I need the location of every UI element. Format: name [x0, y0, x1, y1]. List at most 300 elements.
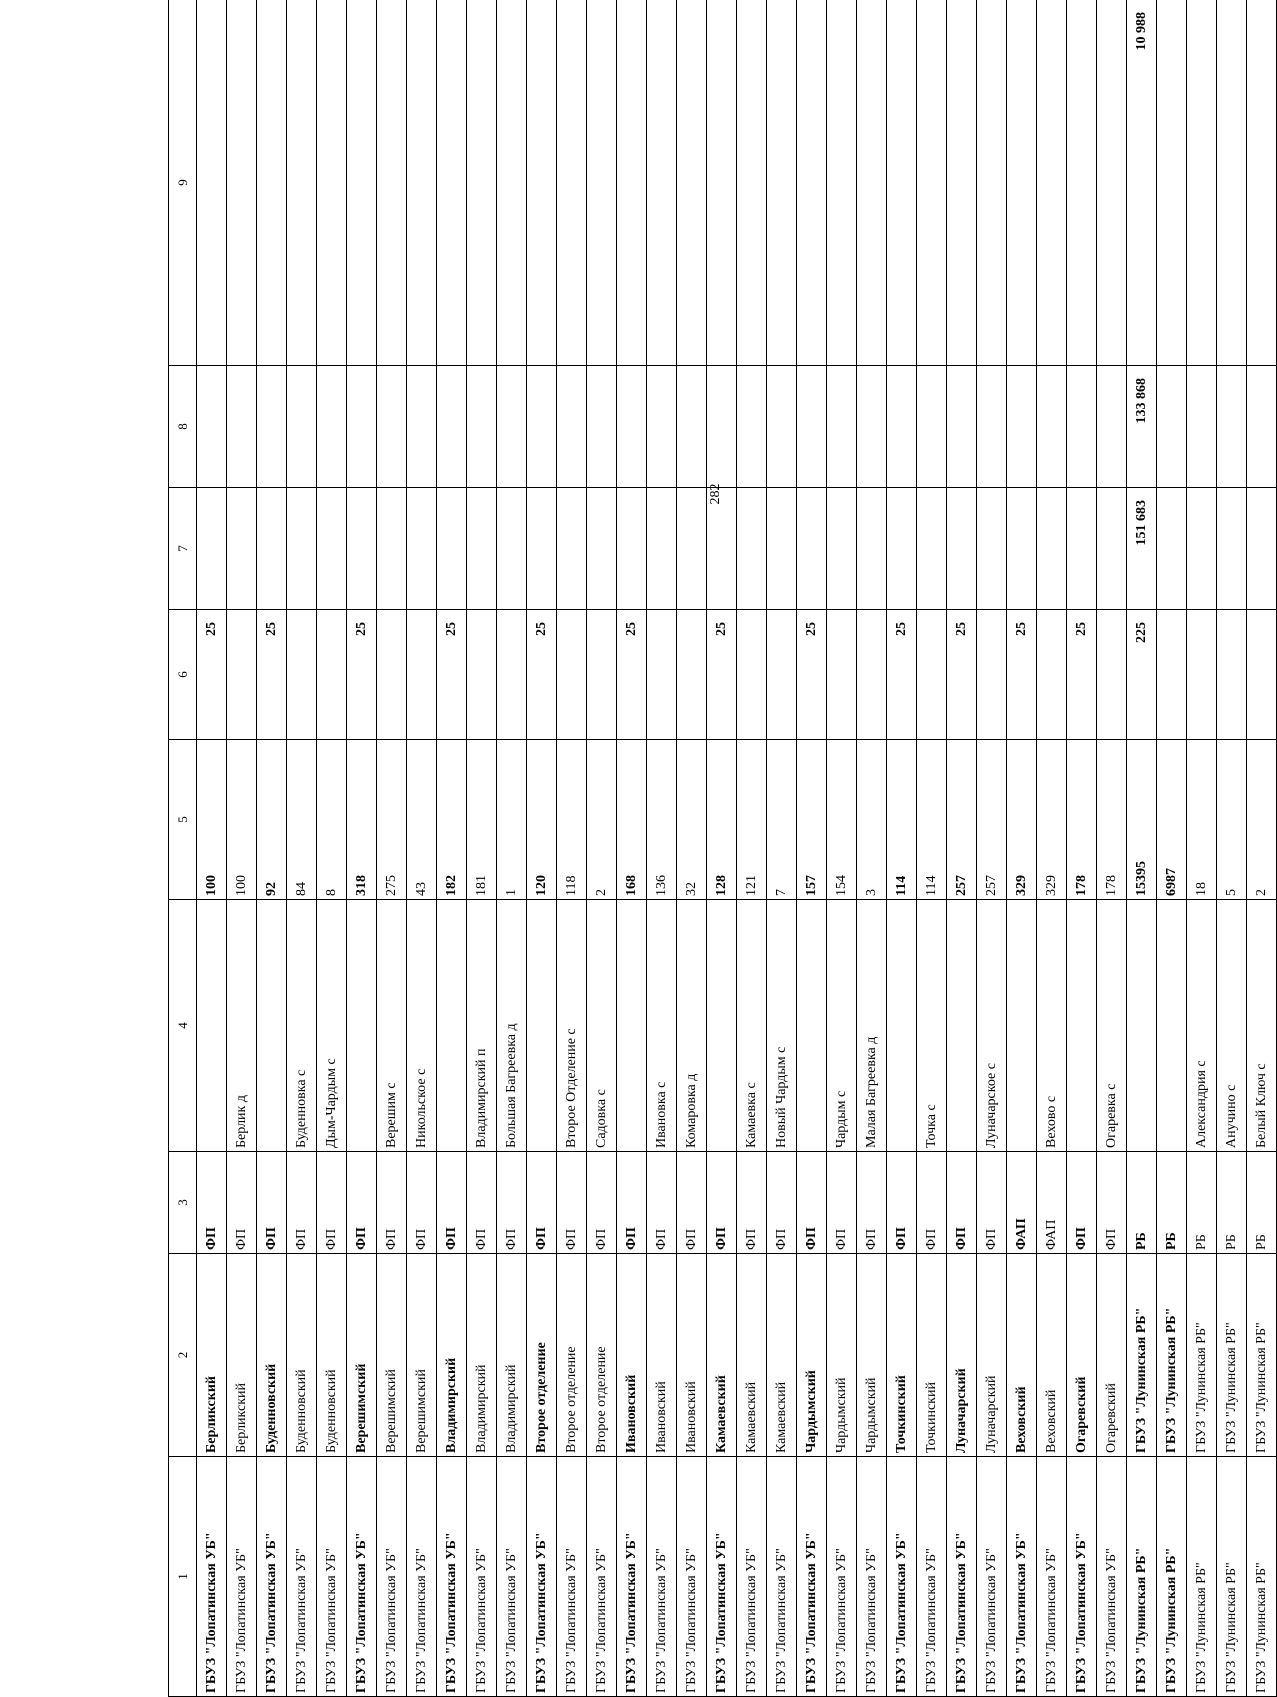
institution-cell: ГБУЗ "Лопатинская УБ" — [287, 1457, 317, 1697]
population-cell: 120 — [527, 740, 557, 900]
col6-cell: 25 — [527, 610, 557, 740]
settlement-cell — [197, 900, 227, 1152]
col8-cell — [467, 366, 497, 488]
type-cell: ФП — [377, 1152, 407, 1254]
col6-cell: 225 — [1127, 610, 1157, 740]
type-cell: ФП — [797, 1152, 827, 1254]
col8-cell — [977, 366, 1007, 488]
col9-cell — [407, 0, 437, 366]
type-cell: ФП — [617, 1152, 647, 1254]
type-cell: РБ — [1157, 1152, 1187, 1254]
unit-cell: Верешимский — [377, 1254, 407, 1457]
settlement-cell — [257, 900, 287, 1152]
col6-cell: 25 — [707, 610, 737, 740]
col7-cell — [857, 488, 887, 610]
col9-cell — [947, 0, 977, 366]
population-cell: 178 — [1097, 740, 1127, 900]
settlement-cell — [347, 900, 377, 1152]
col9-cell — [677, 0, 707, 366]
col8-cell — [737, 366, 767, 488]
population-cell: 181 — [467, 740, 497, 900]
col6-cell: 25 — [617, 610, 647, 740]
col8-cell — [1247, 366, 1277, 488]
settlement-cell — [887, 900, 917, 1152]
type-cell: ФАП — [1007, 1152, 1037, 1254]
settlement-cell — [707, 900, 737, 1152]
type-cell: ФП — [197, 1152, 227, 1254]
col9-cell — [1247, 0, 1277, 366]
col6-cell — [1247, 610, 1277, 740]
type-cell: ФП — [827, 1152, 857, 1254]
type-cell: ФП — [287, 1152, 317, 1254]
table-row — [977, 0, 1007, 1697]
col7-cell — [497, 488, 527, 610]
population-cell: 118 — [557, 740, 587, 900]
population-cell: 2 — [1247, 740, 1277, 900]
unit-cell: ГБУЗ "Лунинская РБ" — [1127, 1254, 1157, 1457]
type-cell: ФП — [917, 1152, 947, 1254]
settlement-cell: Большая Багреевка д — [497, 900, 527, 1152]
col6-cell — [497, 610, 527, 740]
population-cell: 3 — [857, 740, 887, 900]
col6-cell — [587, 610, 617, 740]
col8-cell — [1037, 366, 1067, 488]
institution-cell: ГБУЗ "Лопатинская УБ" — [857, 1457, 887, 1697]
population-cell: 100 — [197, 740, 227, 900]
col6-cell — [1097, 610, 1127, 740]
col8-cell — [347, 366, 377, 488]
col7-cell — [1067, 488, 1097, 610]
unit-cell: Камаевский — [737, 1254, 767, 1457]
population-cell: 168 — [617, 740, 647, 900]
institution-cell: ГБУЗ "Лопатинская УБ" — [827, 1457, 857, 1697]
institution-cell: ГБУЗ "Лунинская РБ" — [1247, 1457, 1277, 1697]
population-cell: 121 — [737, 740, 767, 900]
type-cell: ФП — [227, 1152, 257, 1254]
col7-cell — [797, 488, 827, 610]
col9-cell — [737, 0, 767, 366]
col7-cell — [677, 488, 707, 610]
col7-cell — [1247, 488, 1277, 610]
col9-cell — [497, 0, 527, 366]
institution-cell: ГБУЗ "Лопатинская УБ" — [707, 1457, 737, 1697]
col6-cell: 25 — [797, 610, 827, 740]
institution-cell: ГБУЗ "Лунинская РБ" — [1217, 1457, 1247, 1697]
type-cell: ФП — [1067, 1152, 1097, 1254]
population-cell: 157 — [797, 740, 827, 900]
institution-cell: ГБУЗ "Лопатинская УБ" — [377, 1457, 407, 1697]
table-row — [737, 0, 767, 1697]
unit-cell: Владимирский — [467, 1254, 497, 1457]
population-cell: 128 — [707, 740, 737, 900]
type-cell: ФП — [707, 1152, 737, 1254]
col7-cell — [1037, 488, 1067, 610]
col9-cell — [857, 0, 887, 366]
settlement-cell: Огаревка с — [1097, 900, 1127, 1152]
table-row — [1007, 0, 1037, 1697]
institution-cell: ГБУЗ "Лунинская РБ" — [1157, 1457, 1187, 1697]
col9-cell — [977, 0, 1007, 366]
column-header-4: 4 — [169, 900, 197, 1152]
col6-cell — [737, 610, 767, 740]
col9-cell — [1097, 0, 1127, 366]
table-row — [437, 0, 467, 1697]
col7-cell — [737, 488, 767, 610]
settlement-cell — [437, 900, 467, 1152]
population-cell: 15395 — [1127, 740, 1157, 900]
population-cell: 92 — [257, 740, 287, 900]
table-row — [407, 0, 437, 1697]
col9-cell — [917, 0, 947, 366]
population-cell: 329 — [1007, 740, 1037, 900]
table-row — [557, 0, 587, 1697]
col7-cell — [1187, 488, 1217, 610]
institution-cell: ГБУЗ "Лопатинская УБ" — [647, 1457, 677, 1697]
unit-cell: Точкинский — [887, 1254, 917, 1457]
population-cell: 1 — [497, 740, 527, 900]
settlement-cell: Луначарское с — [977, 900, 1007, 1152]
institution-cell: ГБУЗ "Лопатинская УБ" — [317, 1457, 347, 1697]
table-row — [1187, 0, 1217, 1697]
unit-cell: Камаевский — [767, 1254, 797, 1457]
table-row — [347, 0, 377, 1697]
type-cell: ФП — [857, 1152, 887, 1254]
column-header-6: 6 — [169, 610, 197, 740]
type-cell: ФАП — [1037, 1152, 1067, 1254]
column-header-8: 8 — [169, 366, 197, 488]
col6-cell — [407, 610, 437, 740]
col9-cell — [1067, 0, 1097, 366]
population-cell: 2 — [587, 740, 617, 900]
type-cell: ФП — [467, 1152, 497, 1254]
col7-cell — [557, 488, 587, 610]
column-header-3: 3 — [169, 1152, 197, 1254]
col9-cell — [767, 0, 797, 366]
population-cell: 32 — [677, 740, 707, 900]
settlement-cell: Белый Ключ с — [1247, 900, 1277, 1152]
unit-cell: Второе отделение — [587, 1254, 617, 1457]
table-row — [797, 0, 827, 1697]
col6-cell: 25 — [197, 610, 227, 740]
unit-cell: Чардымский — [797, 1254, 827, 1457]
population-cell: 154 — [827, 740, 857, 900]
type-cell: РБ — [1127, 1152, 1157, 1254]
institution-cell: ГБУЗ "Лопатинская УБ" — [437, 1457, 467, 1697]
unit-cell: Буденновский — [317, 1254, 347, 1457]
col8-cell — [497, 366, 527, 488]
col9-cell — [197, 0, 227, 366]
col9-cell: 10 988 — [1127, 0, 1157, 366]
settlement-cell: Чардым с — [827, 900, 857, 1152]
type-cell: ФП — [677, 1152, 707, 1254]
institution-cell: ГБУЗ "Лопатинская УБ" — [347, 1457, 377, 1697]
institution-cell: ГБУЗ "Лопатинская УБ" — [947, 1457, 977, 1697]
col9-cell — [587, 0, 617, 366]
col6-cell — [977, 610, 1007, 740]
type-cell: РБ — [1217, 1152, 1247, 1254]
col9-cell — [887, 0, 917, 366]
institution-cell: ГБУЗ "Лопатинская УБ" — [197, 1457, 227, 1697]
col8-cell — [437, 366, 467, 488]
col9-cell — [1157, 0, 1187, 366]
col6-cell — [1157, 610, 1187, 740]
institution-cell: ГБУЗ "Лопатинская УБ" — [977, 1457, 1007, 1697]
table-row — [1097, 0, 1127, 1697]
col7-cell — [437, 488, 467, 610]
col8-cell — [1067, 366, 1097, 488]
unit-cell: Владимирский — [497, 1254, 527, 1457]
col8-cell — [947, 366, 977, 488]
col6-cell: 25 — [887, 610, 917, 740]
settlement-cell: Владимирский п — [467, 900, 497, 1152]
table-row — [1067, 0, 1097, 1697]
settlement-cell: Вехово с — [1037, 900, 1067, 1152]
col6-cell — [767, 610, 797, 740]
table-row — [587, 0, 617, 1697]
col6-cell — [917, 610, 947, 740]
table-header-row — [169, 0, 197, 1697]
table-row — [197, 0, 227, 1697]
unit-cell: ГБУЗ "Лунинская РБ" — [1187, 1254, 1217, 1457]
table-row — [887, 0, 917, 1697]
table-row — [527, 0, 557, 1697]
table-row — [317, 0, 347, 1697]
table-row — [1247, 0, 1277, 1697]
institution-cell: ГБУЗ "Лопатинская УБ" — [527, 1457, 557, 1697]
unit-cell: Верешимский — [407, 1254, 437, 1457]
institution-cell: ГБУЗ "Лопатинская УБ" — [587, 1457, 617, 1697]
col7-cell — [1097, 488, 1127, 610]
table-row — [287, 0, 317, 1697]
col7-cell — [587, 488, 617, 610]
unit-cell: ГБУЗ "Лунинская РБ" — [1247, 1254, 1277, 1457]
col8-cell — [707, 366, 737, 488]
population-cell: 182 — [437, 740, 467, 900]
settlement-cell: Верешим с — [377, 900, 407, 1152]
type-cell: ФП — [317, 1152, 347, 1254]
col7-cell — [617, 488, 647, 610]
settlement-cell: Новый Чардым с — [767, 900, 797, 1152]
col8-cell — [257, 366, 287, 488]
table-row — [707, 0, 737, 1697]
unit-cell: ГБУЗ "Лунинская РБ" — [1217, 1254, 1247, 1457]
institution-cell: ГБУЗ "Лопатинская УБ" — [257, 1457, 287, 1697]
unit-cell: Второе отделение — [557, 1254, 587, 1457]
col6-cell: 25 — [257, 610, 287, 740]
col9-cell — [1187, 0, 1217, 366]
table-row — [377, 0, 407, 1697]
col9-cell — [347, 0, 377, 366]
table-row — [1217, 0, 1247, 1697]
unit-cell: Луначарский — [977, 1254, 1007, 1457]
col8-cell — [587, 366, 617, 488]
type-cell: РБ — [1247, 1152, 1277, 1254]
unit-cell: ГБУЗ "Лунинская РБ" — [1157, 1254, 1187, 1457]
unit-cell: Буденновский — [257, 1254, 287, 1457]
col9-cell — [437, 0, 467, 366]
col6-cell — [857, 610, 887, 740]
settlement-cell: Ивановка с — [647, 900, 677, 1152]
settlement-cell: Анучино с — [1217, 900, 1247, 1152]
type-cell: ФП — [407, 1152, 437, 1254]
col9-cell — [467, 0, 497, 366]
table-row — [467, 0, 497, 1697]
col8-cell — [1187, 366, 1217, 488]
type-cell: ФП — [977, 1152, 1007, 1254]
settlement-cell: Никольское с — [407, 900, 437, 1152]
population-cell: 5 — [1217, 740, 1247, 900]
col7-cell — [407, 488, 437, 610]
settlement-cell — [1067, 900, 1097, 1152]
col7-cell — [377, 488, 407, 610]
table-row — [917, 0, 947, 1697]
col8-cell — [1007, 366, 1037, 488]
column-header-1: 1 — [169, 1457, 197, 1697]
col7-cell — [467, 488, 497, 610]
type-cell: ФП — [257, 1152, 287, 1254]
col6-cell: 25 — [1007, 610, 1037, 740]
col7-cell — [947, 488, 977, 610]
col9-cell — [707, 0, 737, 366]
settlement-cell: Малая Багреевка д — [857, 900, 887, 1152]
col7-cell — [257, 488, 287, 610]
type-cell: РБ — [1187, 1152, 1217, 1254]
settlement-cell: Точка с — [917, 900, 947, 1152]
column-header-5: 5 — [169, 740, 197, 900]
unit-cell: Верешимский — [347, 1254, 377, 1457]
institution-cell: ГБУЗ "Лопатинская УБ" — [557, 1457, 587, 1697]
institution-cell: ГБУЗ "Лопатинская УБ" — [497, 1457, 527, 1697]
unit-cell: Точкинский — [917, 1254, 947, 1457]
table-row — [497, 0, 527, 1697]
settlement-cell: Берлик д — [227, 900, 257, 1152]
population-cell: 8 — [317, 740, 347, 900]
population-cell: 114 — [887, 740, 917, 900]
col9-cell — [227, 0, 257, 366]
col9-cell — [317, 0, 347, 366]
col9-cell — [827, 0, 857, 366]
col7-cell — [227, 488, 257, 610]
institution-cell: ГБУЗ "Лопатинская УБ" — [1097, 1457, 1127, 1697]
col9-cell — [1217, 0, 1247, 366]
col6-cell — [1187, 610, 1217, 740]
col7-cell — [317, 488, 347, 610]
population-cell: 178 — [1067, 740, 1097, 900]
table-row — [1157, 0, 1187, 1697]
col6-cell — [647, 610, 677, 740]
table-row — [227, 0, 257, 1697]
settlement-cell: Комаровка д — [677, 900, 707, 1152]
settlement-cell — [947, 900, 977, 1152]
col8-cell — [317, 366, 347, 488]
col6-cell — [227, 610, 257, 740]
rotated-table-container — [168, 0, 1269, 1697]
unit-cell: Чардымский — [857, 1254, 887, 1457]
institution-cell: ГБУЗ "Лопатинская УБ" — [1037, 1457, 1067, 1697]
col8-cell — [917, 366, 947, 488]
col6-cell: 25 — [1067, 610, 1097, 740]
settlement-cell: Садовка с — [587, 900, 617, 1152]
table-row — [617, 0, 647, 1697]
page-number: 282 — [708, 483, 723, 505]
unit-cell: Ивановский — [677, 1254, 707, 1457]
settlement-cell: Дым-Чардым с — [317, 900, 347, 1152]
col7-cell — [707, 488, 737, 610]
col8-cell — [857, 366, 887, 488]
table-row — [947, 0, 977, 1697]
col8-cell — [617, 366, 647, 488]
settlement-cell: Камаевка с — [737, 900, 767, 1152]
unit-cell: Веховский — [1007, 1254, 1037, 1457]
institution-cell: ГБУЗ "Лопатинская УБ" — [917, 1457, 947, 1697]
population-cell: 84 — [287, 740, 317, 900]
unit-cell: Берликский — [197, 1254, 227, 1457]
col6-cell: 25 — [947, 610, 977, 740]
col8-cell — [287, 366, 317, 488]
type-cell: ФП — [887, 1152, 917, 1254]
unit-cell: Буденновский — [287, 1254, 317, 1457]
population-cell: 114 — [917, 740, 947, 900]
unit-cell: Второе отделение — [527, 1254, 557, 1457]
institution-cell: ГБУЗ "Лопатинская УБ" — [677, 1457, 707, 1697]
type-cell: ФП — [497, 1152, 527, 1254]
population-cell: 329 — [1037, 740, 1067, 900]
population-cell: 318 — [347, 740, 377, 900]
col7-cell — [1217, 488, 1247, 610]
col6-cell — [377, 610, 407, 740]
type-cell: ФП — [587, 1152, 617, 1254]
col6-cell — [1217, 610, 1247, 740]
column-header-2: 2 — [169, 1254, 197, 1457]
col9-cell — [527, 0, 557, 366]
type-cell: ФП — [737, 1152, 767, 1254]
col6-cell — [677, 610, 707, 740]
unit-cell: Берликский — [227, 1254, 257, 1457]
type-cell: ФП — [767, 1152, 797, 1254]
col8-cell — [1157, 366, 1187, 488]
population-cell: 7 — [767, 740, 797, 900]
column-header-7: 7 — [169, 488, 197, 610]
unit-cell: Луначарский — [947, 1254, 977, 1457]
col8-cell — [827, 366, 857, 488]
unit-cell: Огаревский — [1067, 1254, 1097, 1457]
column-header-9: 9 — [169, 0, 197, 366]
population-cell: 257 — [947, 740, 977, 900]
col7-cell — [647, 488, 677, 610]
col8-cell — [797, 366, 827, 488]
institution-cell: ГБУЗ "Лопатинская УБ" — [887, 1457, 917, 1697]
col8-cell — [557, 366, 587, 488]
table-body — [197, 0, 1277, 1697]
institution-cell: ГБУЗ "Лопатинская УБ" — [1007, 1457, 1037, 1697]
institution-cell: ГБУЗ "Лунинская РБ" — [1127, 1457, 1157, 1697]
col7-cell — [1007, 488, 1037, 610]
population-cell: 275 — [377, 740, 407, 900]
col8-cell — [377, 366, 407, 488]
col8-cell — [647, 366, 677, 488]
col8-cell — [1097, 366, 1127, 488]
col6-cell: 25 — [347, 610, 377, 740]
col8-cell — [197, 366, 227, 488]
unit-cell: Ивановский — [617, 1254, 647, 1457]
table-row — [857, 0, 887, 1697]
col9-cell — [557, 0, 587, 366]
table-row — [827, 0, 857, 1697]
col9-cell — [287, 0, 317, 366]
institution-cell: ГБУЗ "Лопатинская УБ" — [1067, 1457, 1097, 1697]
col8-cell — [767, 366, 797, 488]
unit-cell: Чардымский — [827, 1254, 857, 1457]
